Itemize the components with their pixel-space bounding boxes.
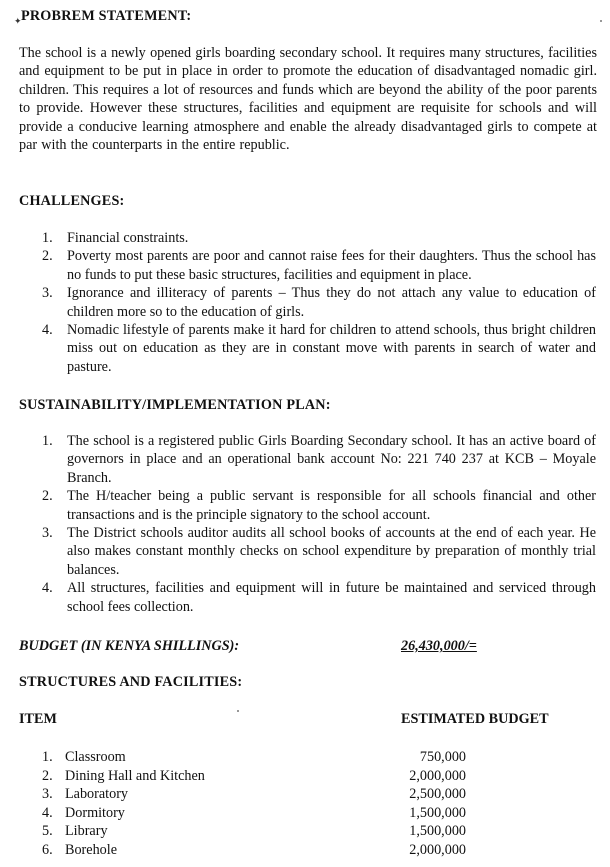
sustainability-list [42,432,596,616]
structures-amount-list [396,748,466,860]
item-name: Library [65,823,108,840]
challenge-item [42,247,596,284]
item-amount: 2,500,000 [409,786,466,803]
item-number: 1. [42,749,53,765]
item-number: 3. [42,285,53,302]
challenges-heading: CHALLENGES: [19,193,125,209]
item-number: 4. [42,322,53,339]
budget-column-header: ESTIMATED BUDGET [401,711,549,727]
challenge-item [42,229,596,247]
list-item [42,841,205,860]
item-text: Poverty most parents are poor and cannot raise fees for their daughters. Thus the school has no funds to put these basic structures, facilities and equipment in place. [67,248,596,283]
challenges-list [42,229,596,376]
list-item [42,822,205,841]
item-amount: 2,000,000 [409,841,466,858]
item-name: Laboratory [65,786,129,803]
item-text: Financial constraints. [67,230,189,246]
scan-speck [600,20,602,22]
item-number: 4. [42,580,53,597]
item-text: Ignorance and illiteracy of parents – Thus they do not attach any value to education of children more so to the education of girls. [67,285,596,320]
structures-item-list [42,748,205,860]
scan-mark: ✦ [14,16,22,26]
scan-speck [237,710,239,712]
item-amount: 2,000,000 [409,767,466,784]
item-number: 2. [42,248,53,265]
structures-heading: STRUCTURES AND FACILITIES: [19,674,243,690]
item-number: 3. [42,525,53,542]
item-text: The District schools auditor audits all school books of accounts at the end of each year. He also makes constant monthly checks on school expenditure by preparation of monthly trial balances. [67,525,596,578]
item-number: 3. [42,786,53,803]
list-item [42,748,205,767]
plan-item [42,487,596,524]
challenge-item [42,284,596,321]
plan-item [42,432,596,487]
problem-heading: PROBREM STATEMENT: [21,8,192,24]
sustainability-heading: SUSTAINABILITY/IMPLEMENTATION PLAN: [19,397,331,413]
list-item [42,785,205,804]
challenge-item [42,321,596,376]
plan-item [42,579,596,616]
item-number: 6. [42,841,53,858]
list-item [42,767,205,786]
plan-item [42,524,596,579]
item-column-header: ITEM [19,711,57,727]
budget-label: BUDGET (IN KENYA SHILLINGS): [19,638,240,654]
item-number: 1. [42,230,53,246]
item-name: Dormitory [65,804,125,821]
item-text: The H/teacher being a public servant is responsible for all schools financial and other transactions and is the principle signatory to the school account. [67,488,596,523]
item-number: 1. [42,433,53,449]
list-item [42,804,205,823]
item-amount: 1,500,000 [409,823,466,840]
item-number: 2. [42,767,53,784]
item-text: Nomadic lifestyle of parents make it hard for children to attend schools, thus bright children miss out on education as they are in constant move with parents in search of water and pasture. [67,322,596,375]
problem-paragraph: The school is a newly opened girls boarding secondary school. It requires many structures, facilities and equipment to be put in place in order to promote the education of disadvantaged nomadic girl. children. This requires a lot of resources and funds which are beyond the ability of the poor parents to provide. However these structures, facilities and equipment are requisite for schools and will provide a conducive learning atmosphere and enable the already disadvantaged girls to compete at par with the counterparts in the entire republic. [19,45,597,154]
item-number: 2. [42,488,53,505]
item-name: Dining Hall and Kitchen [65,767,205,784]
item-amount: 1,500,000 [409,804,466,821]
budget-total: 26,430,000/= [401,638,477,654]
item-amount: 750,000 [419,749,466,765]
item-name: Borehole [65,841,118,858]
item-name: Classroom [65,749,126,765]
item-number: 4. [42,804,53,821]
item-text: The school is a registered public Girls Boarding Secondary school. It has an active board of governors in place and an operational bank account No: 221 740 237 at KCB – Moyale Branch. [67,433,596,486]
item-number: 5. [42,823,53,840]
item-text: All structures, facilities and equipment will in future be maintained and serviced through school fees collection. [67,580,596,615]
